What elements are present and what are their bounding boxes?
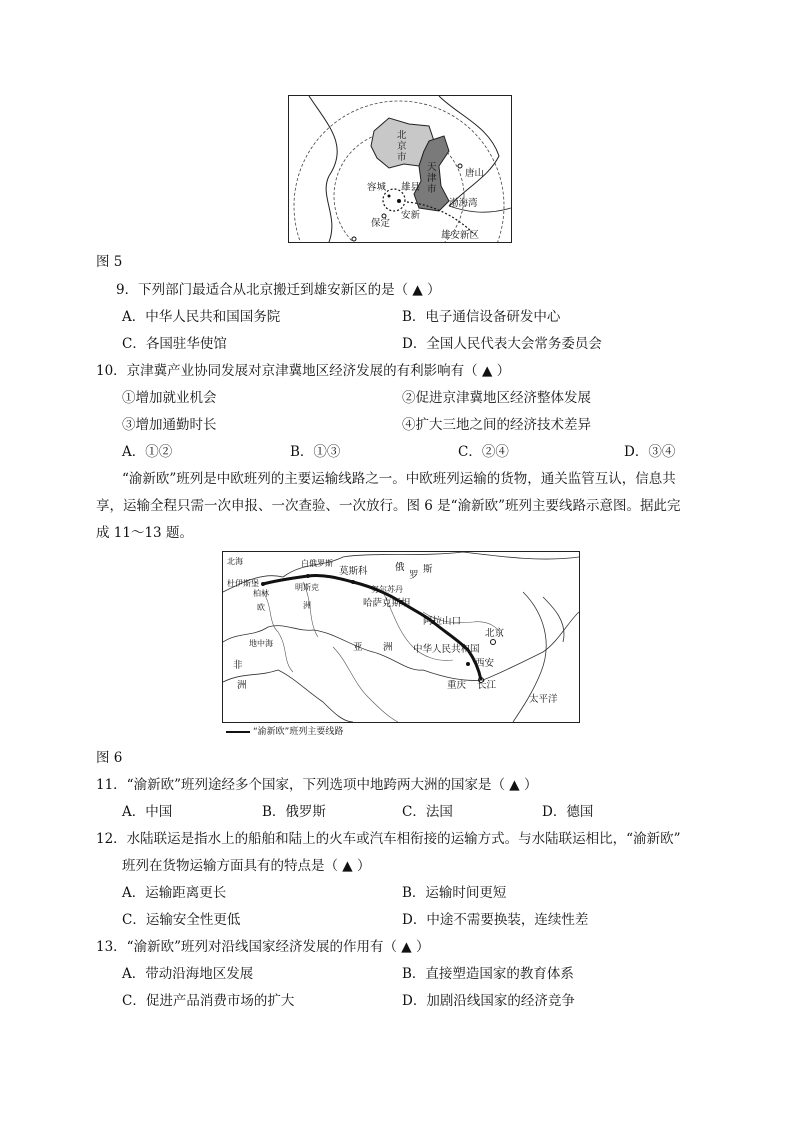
label-beijing-2: 京: [397, 141, 407, 152]
label-africa-2: 洲: [237, 680, 247, 691]
label-anxin: 安新: [401, 210, 421, 221]
label-asia-1: 亚: [353, 642, 363, 653]
figure6-caption: 图 6: [96, 750, 123, 766]
q10-item-3: ③增加通勤时长: [122, 417, 217, 433]
label-xiongan: 雄安新区: [441, 230, 480, 241]
label-beijing-1: 北: [397, 130, 407, 141]
figure5-map: [288, 95, 512, 243]
q10-option-b[interactable]: B．①③: [290, 444, 341, 460]
label-med: 地中海: [249, 639, 273, 648]
label-africa-1: 非: [233, 660, 243, 671]
q11-option-d[interactable]: D．德国: [542, 804, 594, 820]
q13-option-a[interactable]: A．带动沿海地区发展: [122, 966, 254, 982]
q10-item-2: ②促进京津冀地区经济整体发展: [402, 390, 591, 406]
label-bohai: 渤海湾: [449, 198, 478, 209]
label-tianjin-1: 天: [427, 162, 437, 173]
label-russia-1: 俄: [395, 562, 405, 573]
label-russia-3: 斯: [423, 564, 433, 575]
legend-label: “渝新欧”班列主要线路: [253, 727, 344, 737]
label-berlin: 柏林: [253, 589, 269, 598]
label-tangshan: 唐山: [465, 168, 485, 179]
q13-option-b[interactable]: B．直接塑造国家的教育体系: [402, 966, 574, 982]
q9-option-a[interactable]: A．中华人民共和国国务院: [122, 309, 281, 325]
passage-line3: 成 11～13 题。: [96, 525, 193, 541]
q13-option-d[interactable]: D．加剧沿线国家的经济竞争: [402, 993, 575, 1009]
label-china: 中华人民共和国: [413, 644, 480, 655]
figure5-caption: 图 5: [96, 254, 123, 270]
q12-option-b[interactable]: B．运输时间更短: [402, 885, 507, 901]
q9-option-c[interactable]: C．各国驻华使馆: [122, 336, 227, 352]
label-zhou: 洲: [303, 601, 311, 610]
q11-option-b[interactable]: B．俄罗斯: [262, 804, 326, 820]
q10-stem: 10．京津冀产业协同发展对京津冀地区经济发展的有利影响有（ ▲ ）: [96, 363, 511, 379]
label-tianjin-3: 市: [427, 184, 437, 195]
label-kazakh: 哈萨克斯坦: [363, 598, 411, 609]
label-duisburg: 杜伊斯堡: [227, 579, 259, 588]
label-changjiang: 长江: [477, 680, 497, 691]
label-moscow: 莫斯科: [339, 566, 368, 577]
label-beijing-3: 市: [397, 152, 407, 163]
label-alashankou: 阿拉山口: [423, 616, 462, 627]
q10-option-c[interactable]: C．②④: [458, 444, 509, 460]
label-tianjin-2: 津: [427, 173, 437, 184]
q11-stem: 11．“渝新欧”班列途经多个国家，下列选项中地跨两大洲的国家是（ ▲ ）: [96, 777, 538, 793]
label-rongcheng: 容城: [367, 182, 387, 193]
q11-option-a[interactable]: A．中国: [122, 804, 173, 820]
passage-line2: 享，运输全程只需一次申报、一次查验、一次放行。图 6 是“渝新欧”班列主要线路示意图。据此完: [96, 498, 681, 514]
figure6-legend: [226, 724, 343, 737]
q13-stem: 13．“渝新欧”班列对沿线国家经济发展的作用有（ ▲ ）: [96, 939, 430, 955]
label-xiongxian: 雄县: [401, 182, 421, 193]
label-chongqing: 重庆: [447, 680, 467, 691]
q10-option-a[interactable]: A．①②: [122, 444, 173, 460]
label-russia-2: 罗: [409, 570, 419, 581]
q10-item-4: ④扩大三地之间的经济技术差异: [402, 417, 591, 433]
label-asia-2: 洲: [383, 642, 393, 653]
label-pacific: 太平洋: [529, 694, 558, 705]
q12-stem-1: 12．水陆联运是指水上的船舶和陆上的火车或汽车相衔接的运输方式。与水陆联运相比，“渝新欧”: [96, 831, 681, 847]
label-baoding: 保定: [371, 218, 391, 229]
label-europe: 欧: [257, 603, 265, 612]
label-xian: 西安: [475, 658, 495, 669]
q9-stem: 9．下列部门最适合从北京搬迁到雄安新区的是（ ▲ ）: [116, 282, 441, 298]
q10-item-1: ①增加就业机会: [122, 390, 217, 406]
label-beijing6: 北京: [485, 628, 505, 639]
q9-option-b[interactable]: B．电子通信设备研发中心: [402, 309, 561, 325]
q12-option-d[interactable]: D．中途不需要换装，连续性差: [402, 912, 589, 928]
label-beihai: 北海: [227, 557, 243, 566]
label-belarus: 白俄罗斯: [301, 559, 333, 568]
q10-option-d[interactable]: D．③④: [624, 444, 676, 460]
legend-line-icon: [226, 731, 250, 733]
q13-option-c[interactable]: C．促进产品消费市场的扩大: [122, 993, 295, 1009]
passage-line1: “渝新欧”班列是中欧班列的主要运输线路之一。中欧班列运输的货物，通关监管互认，信息共: [122, 471, 676, 487]
label-almaty: 努尔苏丹: [371, 585, 403, 594]
q12-option-a[interactable]: A．运输距离更长: [122, 885, 227, 901]
label-brest: 明斯克: [295, 583, 319, 592]
q11-option-c[interactable]: C．法国: [402, 804, 453, 820]
figure6-map: [222, 551, 580, 723]
q9-option-d[interactable]: D．全国人民代表大会常务委员会: [402, 336, 602, 352]
q12-option-c[interactable]: C．运输安全性更低: [122, 912, 241, 928]
q12-stem-2: 班列在货物运输方面具有的特点是（ ▲ ）: [122, 858, 371, 874]
